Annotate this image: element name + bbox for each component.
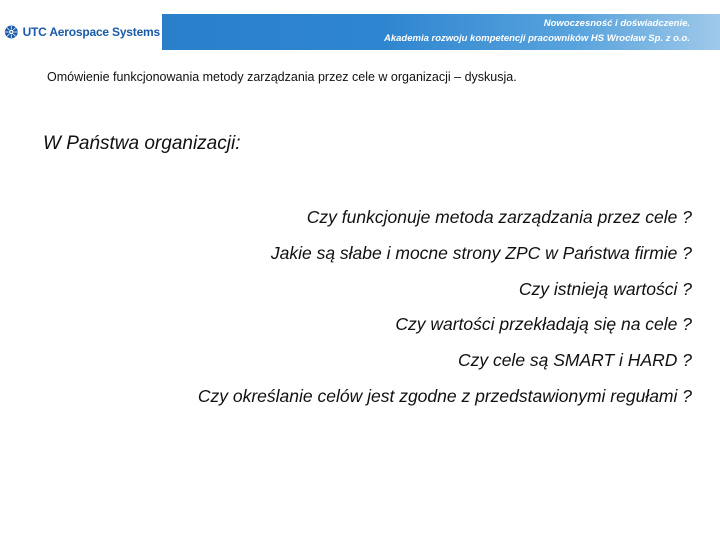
logo-text: UTC Aerospace Systems xyxy=(22,25,160,39)
question-item: Czy istnieją wartości ? xyxy=(518,278,692,299)
header-bar xyxy=(162,14,720,50)
header-band xyxy=(0,14,720,50)
question-item: Czy wartości przekładają się na cele ? xyxy=(395,314,692,335)
question-list xyxy=(198,200,692,415)
tagline-line-2: Akademia rozwoju kompetencji pracowników HS Wrocław Sp. z o.o. xyxy=(384,33,690,44)
question-item: Czy funkcjonuje metoda zarządzania przez cele ? xyxy=(306,207,692,227)
slide-topic: Omówienie funkcjonowania metody zarządzania przez cele w organizacji – dyskusja. xyxy=(47,70,517,84)
company-logo xyxy=(0,14,160,50)
question-item: Jakie są słabe i mocne strony ZPC w Państwa firmie ? xyxy=(270,242,692,263)
question-item: Czy określanie celów jest zgodne z przedstawionymi regułami ? xyxy=(197,385,692,406)
tagline xyxy=(384,16,690,46)
question-item: Czy cele są SMART i HARD ? xyxy=(457,350,692,371)
tagline-line-1: Nowoczesność i doświadczenie. xyxy=(543,18,690,29)
turbine-logo-icon xyxy=(4,19,19,45)
slide-subtitle: W Państwa organizacji: xyxy=(43,133,241,154)
